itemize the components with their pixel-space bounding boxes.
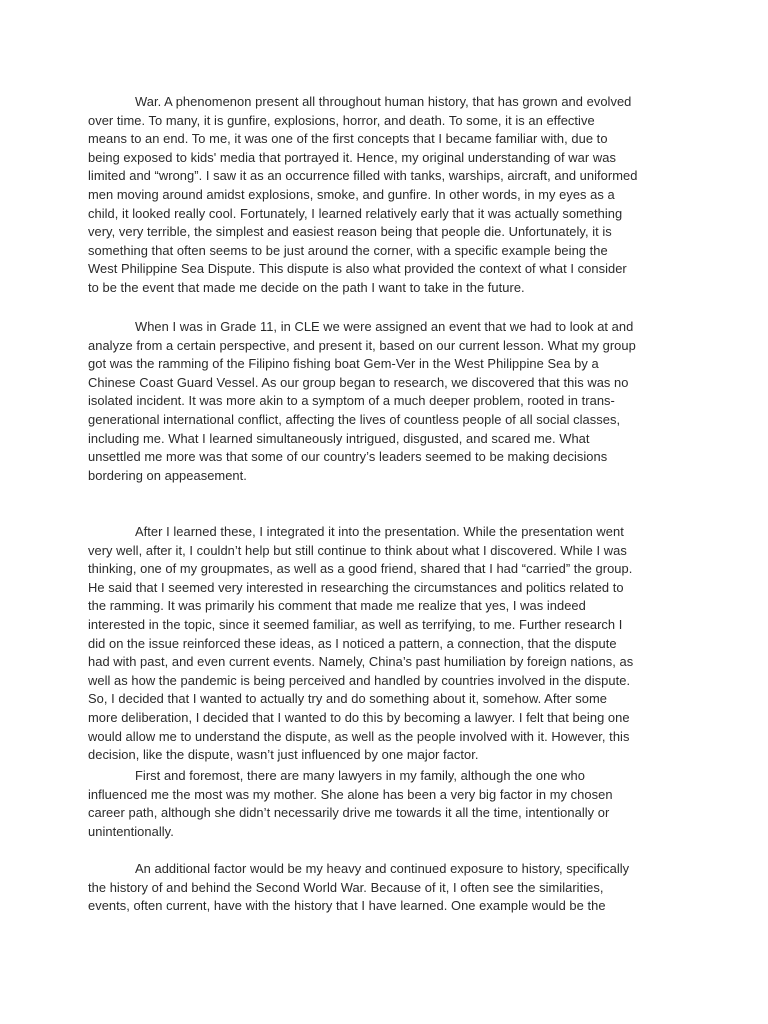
- paragraph-2: [88, 318, 688, 485]
- text-line: would allow me to understand the dispute, as well as the people involved with it. However, this: [88, 728, 630, 744]
- text-line: unsettled me more was that some of our country’s leaders seemed to be making decisions: [88, 449, 608, 465]
- text-line: isolated incident. It was more akin to a symptom of a much deeper problem, rooted in trans-: [88, 393, 615, 409]
- text-line: got was the ramming of the Filipino fishing boat Gem-Ver in the West Philippine Sea by a: [88, 356, 599, 372]
- text-line: being exposed to kids' media that portrayed it. Hence, my original understanding of war was: [88, 149, 616, 165]
- paragraph-5: [88, 860, 688, 916]
- text-line: very, very terrible, the simplest and easiest reason being that people die. Unfortunately, it is: [88, 224, 612, 240]
- text-line: well as how the pandemic is being perceived and handled by countries involved in the dispute.: [88, 672, 631, 688]
- text-line: the history of and behind the Second World War. Because of it, I often see the similarities,: [88, 879, 604, 895]
- text-line: He said that I seemed very interested in researching the circumstances and politics related to: [88, 579, 624, 595]
- text-line: something that often seems to be just around the corner, with a specific example being the: [88, 242, 608, 258]
- text-line: An additional factor would be my heavy and continued exposure to history, specifically: [135, 861, 630, 876]
- text-line: more deliberation, I decided that I wanted to do this by becoming a lawyer. I felt that being one: [88, 709, 630, 725]
- text-line: means to an end. To me, it was one of the first concepts that I became familiar with, due to: [88, 131, 608, 147]
- text-line: War. A phenomenon present all throughout human history, that has grown and evolved: [135, 94, 632, 109]
- text-line: over time. To many, it is gunfire, explosions, horror, and death. To some, it is an effective: [88, 112, 595, 128]
- text-line: had with past, and even current events. Namely, China’s past humiliation by foreign nations, as: [88, 654, 634, 670]
- text-line: men moving around amidst explosions, smoke, and gunfire. In other words, in my eyes as a: [88, 186, 615, 202]
- text-line: bordering on appeasement.: [88, 467, 247, 483]
- text-line: First and foremost, there are many lawyers in my family, although the one who: [135, 768, 585, 783]
- text-line: analyze from a certain perspective, and present it, based on our current lesson. What my group: [88, 337, 636, 353]
- text-line: career path, although she didn’t necessarily drive me towards it all the time, intentionally or: [88, 805, 610, 821]
- text-line: did on the issue reinforced these ideas, as I noticed a pattern, a connection, that the dispute: [88, 635, 617, 651]
- text-line: very well, after it, I couldn’t help but still continue to think about what I discovered. While I was: [88, 542, 627, 558]
- text-line: West Philippine Sea Dispute. This dispute is also what provided the context of what I consider: [88, 261, 627, 277]
- text-line: limited and “wrong”. I saw it as an occurrence filled with tanks, warships, aircraft, and uniformed: [88, 168, 638, 184]
- paragraph-3: [88, 523, 688, 765]
- text-line: So, I decided that I wanted to actually try and do something about it, somehow. After some: [88, 691, 607, 707]
- paragraph-4: [88, 767, 688, 841]
- text-line: influenced me the most was my mother. She alone has been a very big factor in my chosen: [88, 786, 613, 802]
- text-line: events, often current, have with the history that I have learned. One example would be the: [88, 898, 606, 914]
- text-line: interested in the topic, since it seemed familiar, as well as terrifying, to me. Further research I: [88, 616, 623, 632]
- text-line: to be the event that made me decide on the path I want to take in the future.: [88, 279, 525, 295]
- text-line: child, it looked really cool. Fortunately, I learned relatively early that it was actually something: [88, 205, 623, 221]
- text-line: When I was in Grade 11, in CLE we were assigned an event that we had to look at and: [135, 319, 634, 334]
- text-line: Chinese Coast Guard Vessel. As our group began to research, we discovered that this was no: [88, 374, 629, 390]
- text-line: After I learned these, I integrated it into the presentation. While the presentation went: [135, 524, 624, 539]
- paragraph-1: [88, 93, 688, 298]
- text-line: generational international conflict, affecting the lives of countless people of all social classes,: [88, 411, 621, 427]
- text-line: unintentionally.: [88, 823, 174, 839]
- text-line: the ramming. It was primarily his comment that made me realize that yes, I was indeed: [88, 598, 586, 614]
- text-line: decision, like the dispute, wasn’t just influenced by one major factor.: [88, 747, 479, 763]
- text-line: including me. What I learned simultaneously intrigued, disgusted, and scared me. What: [88, 430, 590, 446]
- text-line: thinking, one of my groupmates, as well as a good friend, shared that I had “carried” the group.: [88, 561, 633, 577]
